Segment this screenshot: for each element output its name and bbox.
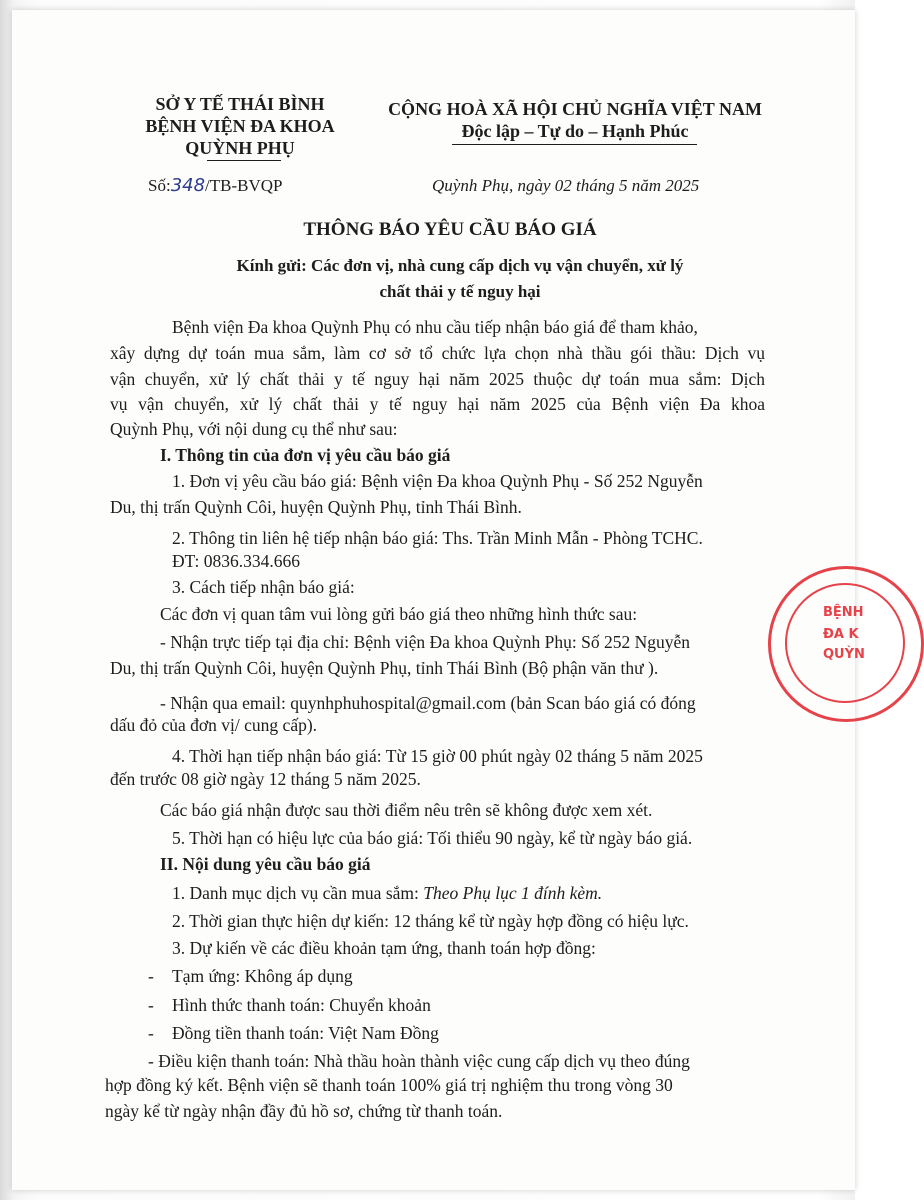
intro-line: Bệnh viện Đa khoa Quỳnh Phụ có nhu cầu tiếp nhận báo giá để tham khảo, [172, 317, 698, 337]
org-line-1: SỞ Y TẾ THÁI BÌNH [155, 94, 325, 114]
red-seal-stamp [768, 566, 924, 722]
section-1-line: 4. Thời hạn tiếp nhận báo giá: Từ 15 giờ 00 phút ngày 02 tháng 5 năm 2025 [172, 746, 703, 766]
payment-line: ngày kể từ ngày nhận đầy đủ hồ sơ, chứng từ thanh toán. [105, 1101, 503, 1121]
section-1-line: ĐT: 0836.334.666 [172, 551, 300, 571]
document-number: Số:348/TB-BVQP [148, 175, 283, 196]
org-line-2: BỆNH VIỆN ĐA KHOA [145, 116, 335, 136]
intro-line: vận chuyển, xử lý chất thải y tế nguy hại năm 2025 thuộc dự toán mua sắm: Dịch [110, 369, 765, 389]
appendix-reference: Theo Phụ lục 1 đính kèm. [423, 883, 603, 903]
handwritten-number: 348 [170, 175, 206, 196]
section-1-line: 2. Thông tin liên hệ tiếp nhận báo giá: Ths. Trần Minh Mẫn - Phòng TCHC. [172, 528, 703, 548]
stamp-text: QUỲN [823, 647, 865, 662]
section-1-line: 3. Cách tiếp nhận báo giá: [172, 577, 355, 597]
nation-title: CỘNG HOÀ XÃ HỘI CHỦ NGHĨA VIỆT NAM [388, 99, 762, 119]
section-2-line: 3. Dự kiến về các điều khoản tạm ứng, thanh toán hợp đồng: [172, 938, 596, 958]
stamp-inner-ring [785, 583, 905, 703]
section-2-line: 2. Thời gian thực hiện dự kiến: 12 tháng kể từ ngày hợp đồng có hiệu lực. [172, 911, 689, 931]
section-1-line: Các đơn vị quan tâm vui lòng gửi báo giá theo những hình thức sau: [160, 604, 638, 624]
bullet-marker: - [148, 1023, 154, 1043]
section-1-line: 1. Đơn vị yêu cầu báo giá: Bệnh viện Đa khoa Quỳnh Phụ - Số 252 Nguyễn [172, 471, 703, 491]
recipient-line-1: Kính gửi: Các đơn vị, nhà cung cấp dịch vụ vận chuyển, xử lý [236, 256, 684, 275]
stamp-text: BỆNH [823, 605, 864, 620]
bullet-marker: - [148, 966, 154, 986]
intro-line: Quỳnh Phụ, với nội dung cụ thể như sau: [110, 419, 398, 439]
recipient-line-2: chất thải y tế nguy hại [379, 282, 541, 301]
section-2-line: 1. Danh mục dịch vụ cần mua sắm: Theo Phụ lục 1 đính kèm. [172, 883, 603, 903]
org-underline [207, 160, 281, 161]
section-1-line: 5. Thời hạn có hiệu lực của báo giá: Tối thiểu 90 ngày, kể từ ngày báo giá. [172, 828, 693, 848]
intro-line: xây dựng dự toán mua sắm, làm cơ sở tổ chức lựa chọn nhà thầu gói thầu: Dịch vụ [110, 343, 765, 363]
place-date: Quỳnh Phụ, ngày 02 tháng 5 năm 2025 [432, 176, 700, 195]
document-title: THÔNG BÁO YÊU CẦU BÁO GIÁ [303, 219, 597, 240]
org-line-3: QUỲNH PHỤ [185, 138, 295, 158]
payment-line: hợp đồng ký kết. Bệnh viện sẽ thanh toán 100% giá trị nghiệm thu trong vòng 30 [105, 1075, 673, 1095]
section-1-line: Các báo giá nhận được sau thời điểm nêu trên sẽ không được xem xét. [160, 800, 653, 820]
stamp-text: ĐA K [823, 627, 859, 642]
section-1-line: Du, thị trấn Quỳnh Côi, huyện Quỳnh Phụ, tỉnh Thái Bình. [110, 497, 522, 517]
nation-motto: Độc lập – Tự do – Hạnh Phúc [461, 121, 689, 141]
section-1-line: - Nhận trực tiếp tại địa chỉ: Bệnh viện Đa khoa Quỳnh Phụ: Số 252 Nguyễn [160, 632, 691, 652]
section-1-line: đến trước 08 giờ ngày 12 tháng 5 năm 2025. [110, 769, 421, 789]
bullet-marker: - [148, 995, 154, 1015]
motto-underline [452, 144, 697, 145]
section-1-line: - Nhận qua email: quynhphuhospital@gmail.com (bản Scan báo giá có đóng [160, 693, 696, 713]
section-1-heading: I. Thông tin của đơn vị yêu cầu báo giá [160, 445, 451, 465]
bullet-item: Đồng tiền thanh toán: Việt Nam Đồng [172, 1023, 439, 1043]
section-2-heading: II. Nội dung yêu cầu báo giá [160, 854, 371, 874]
bullet-item: Tạm ứng: Không áp dụng [172, 966, 353, 986]
section-1-line: Du, thị trấn Quỳnh Côi, huyện Quỳnh Phụ, tỉnh Thái Bình (Bộ phận văn thư ). [110, 658, 659, 678]
section-1-line: dấu đỏ của đơn vị/ cung cấp). [110, 715, 318, 735]
payment-line: - Điều kiện thanh toán: Nhà thầu hoàn thành việc cung cấp dịch vụ theo đúng [148, 1051, 690, 1071]
intro-line: vụ vận chuyển, xử lý chất thải y tế nguy hại năm 2025 của Bệnh viện Đa khoa [110, 394, 765, 414]
bullet-item: Hình thức thanh toán: Chuyển khoản [172, 995, 431, 1015]
